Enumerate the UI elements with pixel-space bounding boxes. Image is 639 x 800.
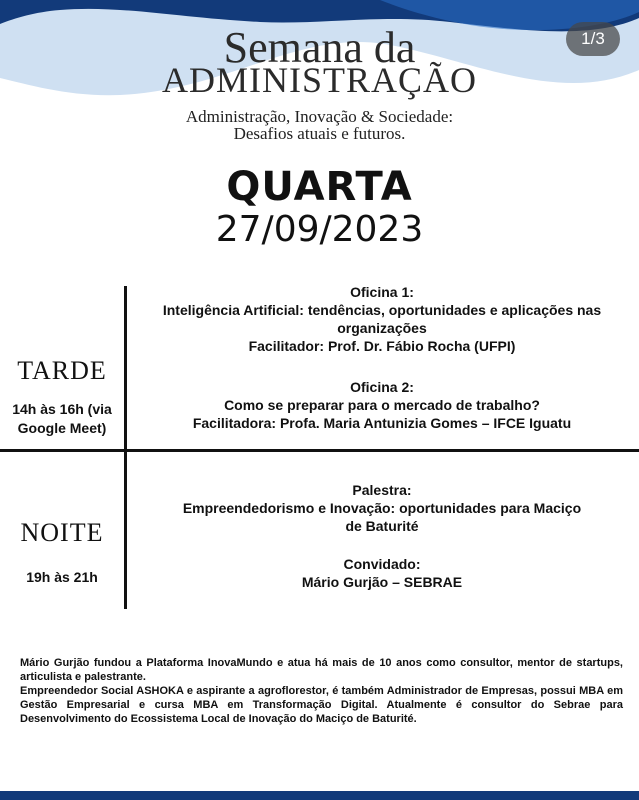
schedule-divider-vertical-top: [124, 286, 127, 449]
workshop1-facilitator: Facilitador: Prof. Dr. Fábio Rocha (UFPI): [248, 338, 516, 354]
speaker-bio-paragraph1: Mário Gurjão fundou a Plataforma InovaMundo e atua há mais de 10 anos como consultor, mentor de startups, articulista e palestrante.: [20, 657, 623, 683]
workshop2-title: Como se preparar para o mercado de trabalho?: [224, 397, 540, 413]
workshop2-facilitator: Facilitadora: Profa. Maria Antunizia Gomes – IFCE Iguatu: [192, 415, 572, 431]
talk-label: Palestra:: [352, 482, 412, 498]
workshop1-label: Oficina 1:: [350, 284, 414, 300]
event-title-line2: ADMINISTRAÇÃO: [161, 60, 477, 100]
page-counter-badge: 1/3: [566, 22, 620, 56]
schedule-divider-horizontal: [0, 449, 639, 452]
workshop2-label: Oficina 2:: [350, 379, 414, 395]
afternoon-period-label: TARDE: [17, 356, 107, 385]
evening-time: 19h às 21h: [26, 569, 98, 585]
guest-label: Convidado:: [343, 556, 421, 572]
schedule-divider-vertical-bottom: [124, 452, 127, 609]
footer-bar: [0, 791, 639, 800]
speaker-bio-paragraph2: Empreendedor Social ASHOKA e aspirante a agroflorestor, é também Administrador de Empresas, possui MBA em Gestão Empresarial e cursa MBA em Transformação Digital. Atualmente é consultor do Sebrae para Desenvolvimento do Ecossistema Local de Inovação do Maciço de Baturité.: [20, 685, 623, 725]
evening-period-label: NOITE: [20, 518, 104, 547]
guest-name: Mário Gurjão – SEBRAE: [301, 574, 463, 590]
afternoon-time: 14h às 16h (via Google Meet): [12, 401, 112, 436]
workshop1-title: Inteligência Artificial: tendências, oportunidades e aplicações nas organizações: [162, 302, 602, 336]
event-subtitle-line1: Administração, Inovação & Sociedade:: [185, 107, 454, 126]
event-subtitle-line2: Desafios atuais e futuros.: [233, 124, 406, 143]
speaker-bio: [20, 656, 623, 726]
event-day: QUARTA: [226, 164, 413, 210]
talk-title: Empreendedorismo e Inovação: oportunidades para Maciço de Baturité: [182, 500, 582, 534]
event-date: 27/09/2023: [215, 209, 424, 250]
event-title-line1: Semana da: [223, 23, 416, 72]
